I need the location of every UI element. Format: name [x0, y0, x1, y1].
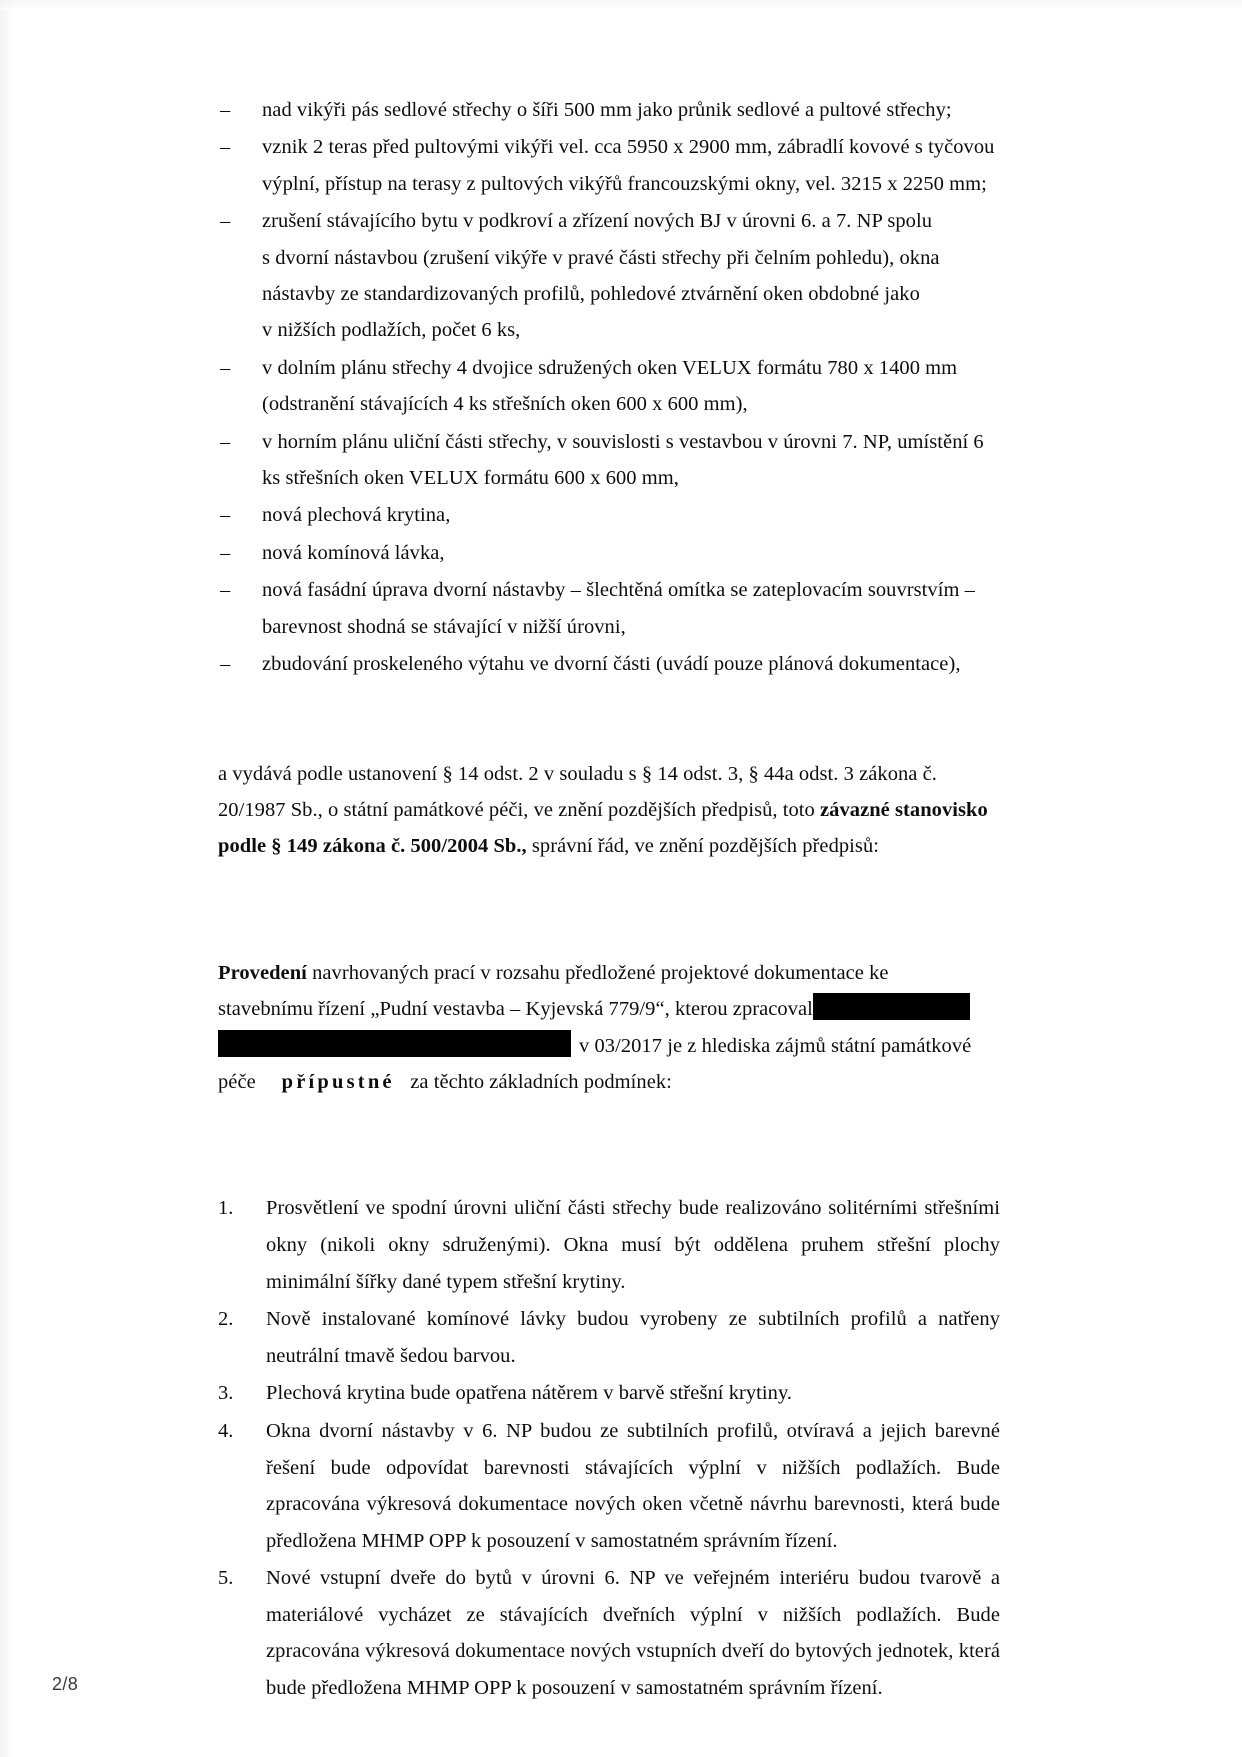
issuance-line-1: a vydává podle ustanovení § 14 odst. 2 v souladu s § 14 odst. 3, § 44a odst. 3 zákona č.: [218, 762, 937, 785]
list-item-line: okny (nikoli okny sdruženými). Okna musí být oddělena pruhem střešní plochy: [266, 1233, 1000, 1256]
list-item-line: Nově instalované komínové lávky budou vyrobeny ze subtilních profilů a natřeny: [266, 1308, 1000, 1331]
list-item-number: 2.: [218, 1308, 234, 1331]
list-item: [218, 535, 1000, 571]
list-item-line: minimální šířky dané typem střešní krytiny.: [266, 1270, 626, 1293]
spacer: [218, 865, 1000, 937]
issuance-line-2-bold: závazné stanovisko: [820, 798, 988, 821]
list-item-line: zpracována výkresová dokumentace nových oken včetně návrhu barevnosti, která bude: [266, 1493, 1000, 1516]
dash-bullet-icon: –: [220, 653, 231, 676]
dash-bullet-icon: –: [220, 356, 231, 379]
scan-edge-left: [0, 0, 14, 1757]
dash-bullet-icon: –: [220, 541, 231, 564]
dash-bullet-icon: –: [220, 99, 231, 121]
execution-line-4: [218, 1064, 1000, 1100]
dash-bullet-icon: –: [220, 504, 231, 527]
dash-bullet-icon: –: [220, 210, 231, 233]
list-item: [218, 129, 1000, 202]
list-item: [218, 350, 1000, 423]
execution-lead-bold: Provedení: [218, 961, 307, 984]
execution-line-4-post: za těchto základních podmínek:: [410, 1070, 672, 1093]
issuance-line-2: [218, 792, 1000, 828]
list-item-line: Okna dvorní nástavby v 6. NP budou ze subtilních profilů, otvíravá a jejich barevné: [266, 1419, 1000, 1442]
page-content: [218, 92, 1000, 1708]
list-item-line: zrušení stávajícího bytu v podkroví a zřízení nových BJ v úrovni 6. a 7. NP spolu: [262, 210, 932, 233]
list-item-line: Plechová krytina bude opatřena nátěrem v barvě střešní krytiny.: [266, 1382, 793, 1405]
execution-line-3-text: v 03/2017 je z hlediska zájmů státní památkové: [579, 1034, 972, 1057]
list-item-line: nová plechová krytina,: [262, 504, 451, 527]
list-item-line: vznik 2 teras před pultovými vikýři vel. cca 5950 x 2900 mm, zábradlí kovové s tyčovou: [262, 136, 995, 159]
list-item-line: řešení bude odpovídat barevnosti stávajících výplní v nižších podlažích. Bude: [266, 1456, 1000, 1479]
list-item: [218, 572, 1000, 645]
issuance-paragraph: [218, 756, 1000, 865]
list-item-line: barevnost shodná se stávající v nižší úrovni,: [262, 615, 626, 638]
conditions-list: [218, 1190, 1000, 1706]
list-item: [218, 424, 1000, 497]
execution-paragraph: [218, 955, 1000, 1101]
execution-line-3: [218, 1028, 1000, 1064]
dash-bullet-icon: –: [220, 430, 231, 453]
list-item-line: (odstranění stávajících 4 ks střešních oken 600 x 600 mm),: [262, 393, 748, 416]
scope-of-works-list: [218, 92, 1000, 683]
list-item-line: materiálové vycházet ze stávajících dveřních výplní v nižších podlažích. Bude: [266, 1603, 1000, 1626]
execution-line-2: [218, 991, 1000, 1027]
list-item-number: 3.: [218, 1382, 234, 1405]
issuance-line-3-bold: podle § 149 zákona č. 500/2004 Sb.,: [218, 835, 527, 858]
spacer: [218, 1100, 1000, 1172]
list-item-line: Prosvětlení ve spodní úrovni uliční části střechy bude realizováno solitérními střešními: [266, 1197, 1000, 1220]
dash-bullet-icon: –: [220, 579, 231, 602]
list-item: [218, 1190, 1000, 1300]
list-item-line: nad vikýři pás sedlové střechy o šíři 500 mm jako průnik sedlové a pultové střechy;: [262, 99, 952, 121]
list-item-line: v dolním plánu střechy 4 dvojice sdružených oken VELUX formátu 780 x 1400 mm: [262, 356, 958, 379]
spacer: [218, 937, 1000, 955]
list-item: [218, 92, 1000, 128]
scan-edge-top: [0, 0, 1242, 10]
list-item-line: nová fasádní úprava dvorní nástavby – šlechtěná omítka se zateplovacím souvrstvím –: [262, 579, 975, 602]
list-item-line: neutrální tmavě šedou barvou.: [266, 1344, 516, 1367]
list-item-line: zbudování proskeleného výtahu ve dvorní části (uvádí pouze plánová dokumentace),: [262, 653, 961, 676]
execution-line-4-spaced: přípustné: [281, 1070, 395, 1093]
list-item-number: 4.: [218, 1419, 234, 1442]
execution-line-4-pre: péče: [218, 1070, 256, 1093]
list-item-line: předložena MHMP OPP k posouzení v samostatném správním řízení.: [266, 1529, 838, 1552]
list-item-line: s dvorní nástavbou (zrušení vikýře v pravé části střechy při čelním pohledu), okna: [262, 246, 940, 269]
page-number: 2/8: [52, 1674, 79, 1694]
list-item: [218, 1413, 1000, 1559]
list-item-line: nástavby ze standardizovaných profilů, pohledové ztvárnění oken obdobné jako: [262, 283, 920, 306]
list-item: [218, 1560, 1000, 1706]
redaction-bar-2: [218, 1030, 571, 1057]
list-item-line: ks střešních oken VELUX formátu 600 x 600 mm,: [262, 467, 679, 490]
list-item-line: nová komínová lávka,: [262, 541, 445, 564]
list-item-line: v horním plánu uliční části střechy, v souvislosti s vestavbou v úrovni 7. NP, umístění 6: [262, 430, 984, 453]
list-item-line: výplní, přístup na terasy z pultových vikýřů francouzskými okny, vel. 3215 x 2250 mm;: [262, 172, 987, 195]
issuance-line-2-text: 20/1987 Sb., o státní památkové péči, ve znění pozdějších předpisů, toto: [218, 798, 821, 821]
execution-line-2-text: stavebnímu řízení „Pudní vestavba – Kyjevská 779/9“, kterou zpracoval: [218, 998, 813, 1021]
list-item-number: 5.: [218, 1567, 234, 1590]
issuance-line-3-rest: správní řád, ve znění pozdějších předpisů:: [526, 835, 879, 858]
spacer: [218, 684, 1000, 756]
list-item-line: zpracována výkresová dokumentace nových vstupních dveří do bytových jednotek,: [266, 1640, 954, 1663]
list-item: [218, 497, 1000, 533]
list-item-number: 1.: [218, 1197, 234, 1220]
list-item-line: v nižších podlažích, počet 6 ks,: [262, 319, 521, 342]
dash-bullet-icon: –: [220, 136, 231, 159]
execution-line-1: [218, 955, 1000, 991]
list-item: [218, 1375, 1000, 1412]
list-item: [218, 1301, 1000, 1374]
list-item-line: která bude předložena MHMP OPP k posouzení v samostatném správním řízení.: [266, 1640, 1000, 1700]
execution-line-1-rest: navrhovaných prací v rozsahu předložené projektové dokumentace ke: [306, 961, 889, 984]
spacer: [218, 1172, 1000, 1190]
list-item: [218, 646, 1000, 682]
list-item-line: Nové vstupní dveře do bytů v úrovni 6. NP ve veřejném interiéru budou tvarově a: [266, 1567, 1000, 1590]
list-item: [218, 203, 1000, 349]
redaction-bar-1: [813, 993, 970, 1020]
issuance-line-3: [218, 828, 1000, 864]
